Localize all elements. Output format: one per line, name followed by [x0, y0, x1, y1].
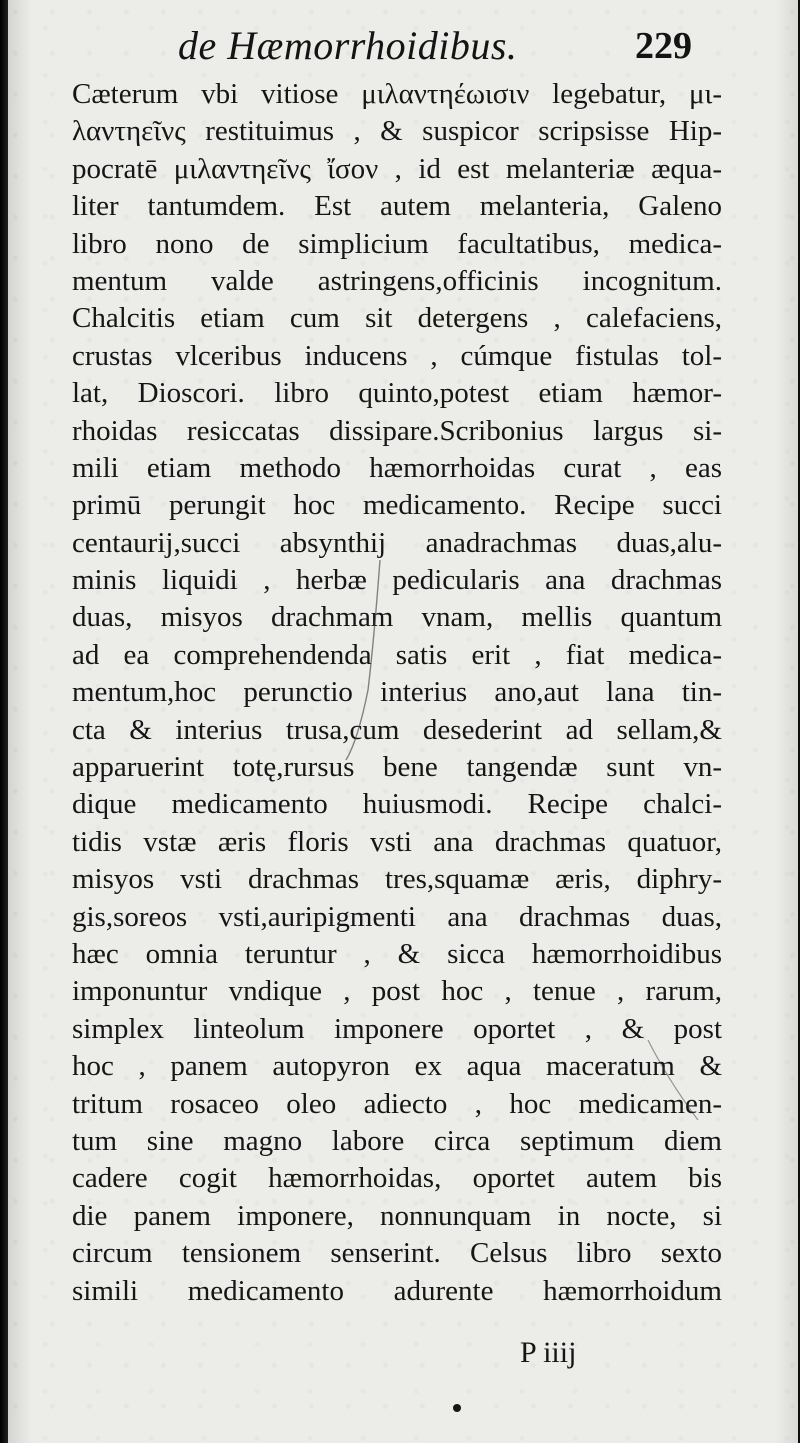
text-line: libro nono de simplicium facultatibus, medica- [72, 227, 722, 260]
text-line: lat, Dioscori. libro quinto,potest etiam hæmor- [72, 377, 722, 410]
body-text [72, 76, 722, 1310]
text-line: λαντηεῖνς restituimus , & suspicor scripsisse Hip- [72, 115, 722, 148]
text-line: simili medicamento adurente hæmorrhoidum [72, 1274, 722, 1307]
page-number: 229 [635, 25, 692, 67]
text-line: die panem imponere, nonnunquam in nocte, si [72, 1199, 722, 1232]
text-line: centaurij,succi absynthij anadrachmas duas,alu- [72, 526, 722, 559]
text-line: ad ea comprehendenda satis erit , fiat medica- [72, 638, 722, 671]
text-line: minis liquidi , herbæ pedicularis ana drachmas [72, 564, 722, 597]
text-line: cta & interius trusa,cum desederint ad sellam,& [72, 713, 722, 746]
text-line: duas, misyos drachmam vnam, mellis quantum [72, 601, 722, 634]
text-line: mentum valde astringens,officinis incognitum. [72, 264, 722, 297]
text-line: cadere cogit hæmorrhoidas, oportet autem bis [72, 1162, 722, 1195]
text-line: primū perungit hoc medicamento. Recipe succi [72, 489, 722, 522]
text-line: rhoidas resiccatas dissipare.Scribonius largus si- [72, 414, 722, 447]
ink-speck [453, 1404, 461, 1412]
running-title: de Hæmorrhoidibus. [178, 23, 518, 68]
text-line: tidis vstæ æris floris vsti ana drachmas quatuor, [72, 825, 722, 858]
text-line: Cæterum vbi vitiose μιλαντηέωισιν legebatur, μι- [72, 78, 722, 110]
text-line: hoc , panem autopyron ex aqua maceratum & [72, 1050, 722, 1083]
text-line: gis,soreos vsti,auripigmenti ana drachmas duas, [72, 900, 722, 933]
book-gutter [0, 0, 8, 1443]
text-line: mentum,hoc perunctio interius ano,aut lana tin- [72, 676, 722, 709]
signature-mark: P iiij [520, 1336, 577, 1369]
text-line: apparuerint totę,rursus bene tangendæ sunt vn- [72, 751, 722, 784]
text-line: Chalcitis etiam cum sit detergens , calefaciens, [72, 302, 722, 335]
page-header [8, 22, 798, 72]
text-line: crustas vlceribus inducens , cúmque fistulas tol- [72, 339, 722, 372]
book-page [8, 0, 798, 1443]
text-line: hæc omnia teruntur , & sicca hæmorrhoidibus [72, 937, 722, 970]
text-line: simplex linteolum imponere oportet , & post [72, 1012, 722, 1045]
text-line: circum tensionem senserint. Celsus libro sexto [72, 1237, 722, 1270]
text-line: liter tantumdem. Est autem melanteria, Galeno [72, 190, 722, 223]
text-line: dique medicamento huiusmodi. Recipe chalci- [72, 788, 722, 821]
text-line: pocratē μιλαντηεῖνς ἴσον , id est melanteriæ æqua- [72, 152, 722, 185]
text-line: tritum rosaceo oleo adiecto , hoc medicamen- [72, 1087, 722, 1120]
text-line: tum sine magno labore circa septimum diem [72, 1124, 722, 1157]
text-line: imponuntur vndique , post hoc , tenue , rarum, [72, 975, 722, 1008]
text-line: mili etiam methodo hæmorrhoidas curat , eas [72, 451, 722, 484]
text-line: misyos vsti drachmas tres,squamæ æris, diphry- [72, 863, 722, 896]
